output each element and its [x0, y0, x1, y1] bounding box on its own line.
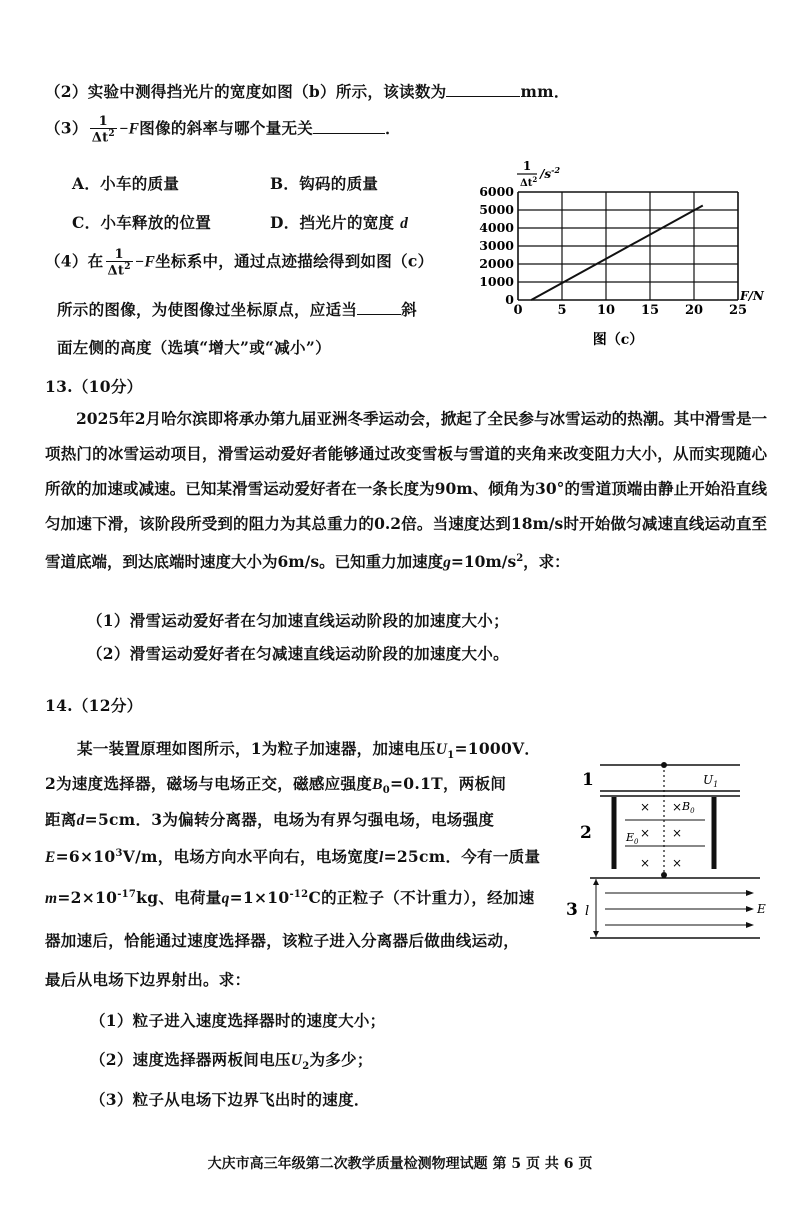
- q13-ask: ，求：: [523, 552, 570, 572]
- label-E0-var: E: [626, 831, 635, 844]
- q14-l3b: =5cm．3为偏转分离器，电场为有界匀强电场，电场强度: [84, 810, 495, 829]
- q14-line2: [45, 772, 506, 796]
- chart-series: [531, 206, 703, 301]
- fraction-numerator: 1: [98, 114, 108, 129]
- fraction-den-text: Δt: [107, 263, 125, 279]
- chart-ytick-label-3: 3000: [479, 238, 514, 253]
- q12-part3-text: 图像的斜率与哪个量无关: [139, 118, 314, 138]
- q14-l5c: =1×10: [229, 888, 290, 907]
- q14-l2a: 2为速度选择器，磁场与电场正交，磁感应强度: [45, 774, 373, 793]
- q14-sub3: （3）粒子从电场下边界飞出时的速度．: [90, 1090, 370, 1109]
- chart-ytick-label-0: 0: [505, 292, 514, 307]
- q12-part4-line1-tail: 坐标系中，通过点迹描绘得到如图（c）: [155, 251, 434, 271]
- q14-line6: 器加速后，恰能通过速度选择器，该粒子进入分离器后做曲线运动，: [45, 931, 520, 950]
- q12-part4-line2-text: 所示的图像，为使图像过坐标原点，应适当: [57, 300, 358, 319]
- width-marker-arrow-up: [593, 879, 599, 885]
- chart-ylabel-den-sup: 2: [532, 175, 538, 184]
- q14-l3a: 距离: [45, 810, 77, 829]
- q12-part2-unit: mm．: [520, 82, 570, 101]
- chart-ytick-label-4: 4000: [479, 220, 514, 235]
- option-d-var: d: [400, 215, 409, 232]
- chart-ylabel-den: [520, 175, 537, 189]
- q13-sub1: （1）滑雪运动爱好者在匀加速直线运动阶段的加速度大小；: [87, 611, 509, 630]
- q14-sub2a: （2）速度选择器两板间电压: [90, 1050, 291, 1069]
- q14-l5-var: m: [45, 890, 58, 907]
- q12-part4-dashF: −F: [134, 253, 156, 271]
- q14-line7: 最后从电场下边界射出。求：: [45, 970, 251, 989]
- q12-part2: [45, 80, 570, 102]
- q12-part3-answer-blank[interactable]: [313, 119, 385, 134]
- label-B0-sub: 0: [690, 807, 695, 815]
- field-arrow-2: [746, 906, 754, 912]
- fraction-denominator: [90, 128, 117, 144]
- q14-sub2b: 为多少；: [309, 1050, 373, 1069]
- q12-part4-line3: [57, 336, 331, 358]
- q12-part4-line3-text: 面左侧的高度（选填“增大”或“减小”）: [57, 338, 331, 357]
- label-B0-var: B: [682, 800, 691, 813]
- option-c[interactable]: [72, 211, 211, 233]
- chart-ytick-label-6: 6000: [479, 184, 514, 199]
- q13-header: 13.（10分）: [45, 377, 143, 396]
- q14-l4-var: E: [45, 849, 56, 866]
- q14-l5-sup: -17: [117, 888, 137, 900]
- q12-part3: [45, 115, 401, 144]
- q12-part4-answer-blank[interactable]: [357, 300, 401, 315]
- chart-ytick-label-2: 2000: [479, 256, 514, 271]
- q14-sub1: （1）粒子进入速度选择器时的速度大小；: [90, 1011, 386, 1030]
- label-E0-sub: 0: [634, 838, 639, 846]
- label-E: E: [757, 902, 766, 916]
- q14-l1-sub: 1: [447, 750, 455, 762]
- cross-3: ×: [640, 826, 651, 840]
- q14-sub2-var: U: [290, 1052, 303, 1069]
- chart-ylabel-num: 1: [522, 159, 532, 173]
- cross-1: ×: [640, 800, 651, 814]
- q14-line1: [77, 737, 540, 761]
- q14-l1b: =1000V．: [454, 739, 541, 758]
- q12-part4-line1: [45, 248, 433, 277]
- q14-l5a: =2×10: [57, 888, 118, 907]
- q14-header: 14.（12分）: [45, 696, 143, 715]
- fraction-den-sup: 2: [124, 262, 131, 272]
- option-a[interactable]: [72, 172, 179, 194]
- q13-g-value: =10m/s: [450, 552, 517, 572]
- field-arrow-3: [746, 922, 754, 928]
- q14-l4a: =6×10: [55, 847, 116, 866]
- q14-sub2: [90, 1048, 373, 1072]
- chart-ylabel-unit: [539, 165, 560, 181]
- chart-ylabel-unit-text: /s: [540, 167, 552, 181]
- q12-part2-answer-blank[interactable]: [446, 82, 520, 97]
- q12-part4-line2: [57, 298, 417, 320]
- chart-ytick-label-1: 1000: [479, 274, 514, 289]
- chart-ylabel-den-text: Δt: [520, 178, 533, 189]
- option-b-text: 钩码的质量: [299, 174, 379, 193]
- q14-line4: [45, 845, 540, 867]
- chart-xtick-label-0: 0: [513, 303, 523, 318]
- chart-xtick-label-4: 20: [684, 303, 704, 318]
- fraction-den-sup: 2: [108, 129, 115, 139]
- stage-2-label: 2: [580, 823, 592, 843]
- q12-part4-fraction: [106, 248, 133, 277]
- q14-line3: [45, 808, 494, 830]
- q12-part4-line2-tail: 斜: [401, 300, 418, 319]
- chart-xtick-label-2: 10: [596, 303, 616, 318]
- option-a-text: 小车的质量: [100, 174, 180, 193]
- fraction-den-text: Δt: [91, 130, 109, 146]
- chart-xlabel: F/N: [740, 289, 764, 303]
- q14-l5-sup2: -12: [289, 888, 309, 900]
- fraction-denominator: [106, 261, 133, 277]
- exit-hole: [661, 872, 667, 878]
- q14-l2-sub: 0: [382, 785, 390, 797]
- cross-6: ×: [672, 856, 683, 870]
- apparatus-diagram: [560, 755, 780, 955]
- option-c-letter: C．: [72, 213, 101, 232]
- q14-l5d: C的正粒子（不计重力），经加速: [308, 888, 535, 907]
- q13-sub2: （2）滑雪运动爱好者在匀减速直线运动阶段的加速度大小。: [87, 644, 509, 663]
- chart-xtick-label-1: 5: [557, 303, 567, 318]
- q14-l3-var: d: [76, 812, 85, 829]
- q14-l2b: =0.1T，两板间: [390, 774, 507, 793]
- q12-part3-label: （3）: [45, 118, 88, 138]
- chart-ytick-label-5: 5000: [479, 202, 514, 217]
- q14-l4b: V/m，电场方向水平向右，电场宽度: [122, 847, 379, 866]
- q13-body: [45, 401, 767, 580]
- label-U1-sub: 1: [713, 780, 719, 789]
- option-d[interactable]: [270, 211, 408, 233]
- chart-xtick-label-3: 15: [640, 303, 660, 318]
- label-U1-var: U: [703, 773, 714, 787]
- q14-l4-var2: l: [378, 849, 384, 866]
- q12-part3-dashF: −F: [118, 120, 140, 138]
- q14-l5-var2: q: [221, 890, 230, 907]
- q14-l5b: kg、电荷量: [136, 888, 222, 907]
- q13-g-var: g: [443, 554, 451, 572]
- q14-l1a: 某一装置原理如图所示，1为粒子加速器，加速电压: [77, 739, 436, 758]
- width-marker-arrow-down: [593, 931, 599, 937]
- option-b[interactable]: [270, 172, 378, 194]
- option-b-letter: B．: [270, 174, 300, 193]
- q14-sub2-sub: 2: [302, 1061, 310, 1073]
- label-B0: [681, 800, 695, 815]
- q13-g-sup: 2: [516, 553, 524, 564]
- q14-l4-sup: 3: [115, 847, 123, 859]
- chart-ylabel-unit-sup: -2: [551, 165, 561, 175]
- option-c-text: 小车释放的位置: [100, 213, 212, 232]
- option-d-letter: D．: [270, 213, 300, 232]
- q12-part2-label: （2）: [45, 82, 88, 101]
- q13-body-text: 2025年2月哈尔滨即将承办第九届亚洲冬季运动会，掀起了全民参与冰雪运动的热潮。其中滑雪是一项热门的冰雪运动项目，滑雪运动爱好者能够通过改变雪板与雪道的夹角来改变阻力大小，从而实现随心所欲的加速或减速。已知某滑雪运动爱好者在一条长度为90m、倾角为30°的雪道顶端由静止开始沿直线匀加速下滑，该阶段所受到的阻力为其总重力的0.2倍。当速度达到18m/s时开始做匀减速直线运动直至雪道底端，到达底端时速度大小为6m/s。已知重力加速度: [45, 409, 767, 572]
- cross-4: ×: [672, 826, 683, 840]
- q14-line5: [45, 886, 535, 908]
- chart-series-line-0: [531, 206, 703, 301]
- q12-part3-fraction: [90, 115, 117, 144]
- stage-1-label: 1: [582, 770, 594, 790]
- option-a-letter: A．: [72, 174, 101, 193]
- cross-2: ×: [672, 800, 683, 814]
- cross-5: ×: [640, 856, 651, 870]
- q14-l1-var: U: [435, 741, 448, 758]
- q12-part2-text: 实验中测得挡光片的宽度如图（b）所示，该读数为: [87, 82, 447, 101]
- q14-l2-var: B: [372, 776, 383, 793]
- q12-part4-label: （4）在: [45, 251, 104, 271]
- chart-figure-c: [479, 150, 770, 350]
- chart-xtick-label-5: 25: [728, 303, 748, 318]
- chart-title: 图（c）: [592, 332, 644, 348]
- option-d-text: 挡光片的宽度: [299, 213, 395, 232]
- label-U1: [703, 773, 718, 789]
- q12-part3-end: ．: [385, 118, 401, 138]
- chart-ticks: [479, 184, 747, 318]
- q14-l4c: =25cm．今有一质量: [383, 847, 541, 866]
- page-footer: 大庆市高三年级第二次教学质量检测物理试题 第 5 页 共 6 页: [207, 1156, 593, 1172]
- stage-3-label: 3: [566, 900, 578, 920]
- label-E0: [625, 831, 639, 846]
- label-l: l: [585, 904, 590, 919]
- fraction-numerator: 1: [114, 247, 124, 262]
- field-arrow-1: [746, 890, 754, 896]
